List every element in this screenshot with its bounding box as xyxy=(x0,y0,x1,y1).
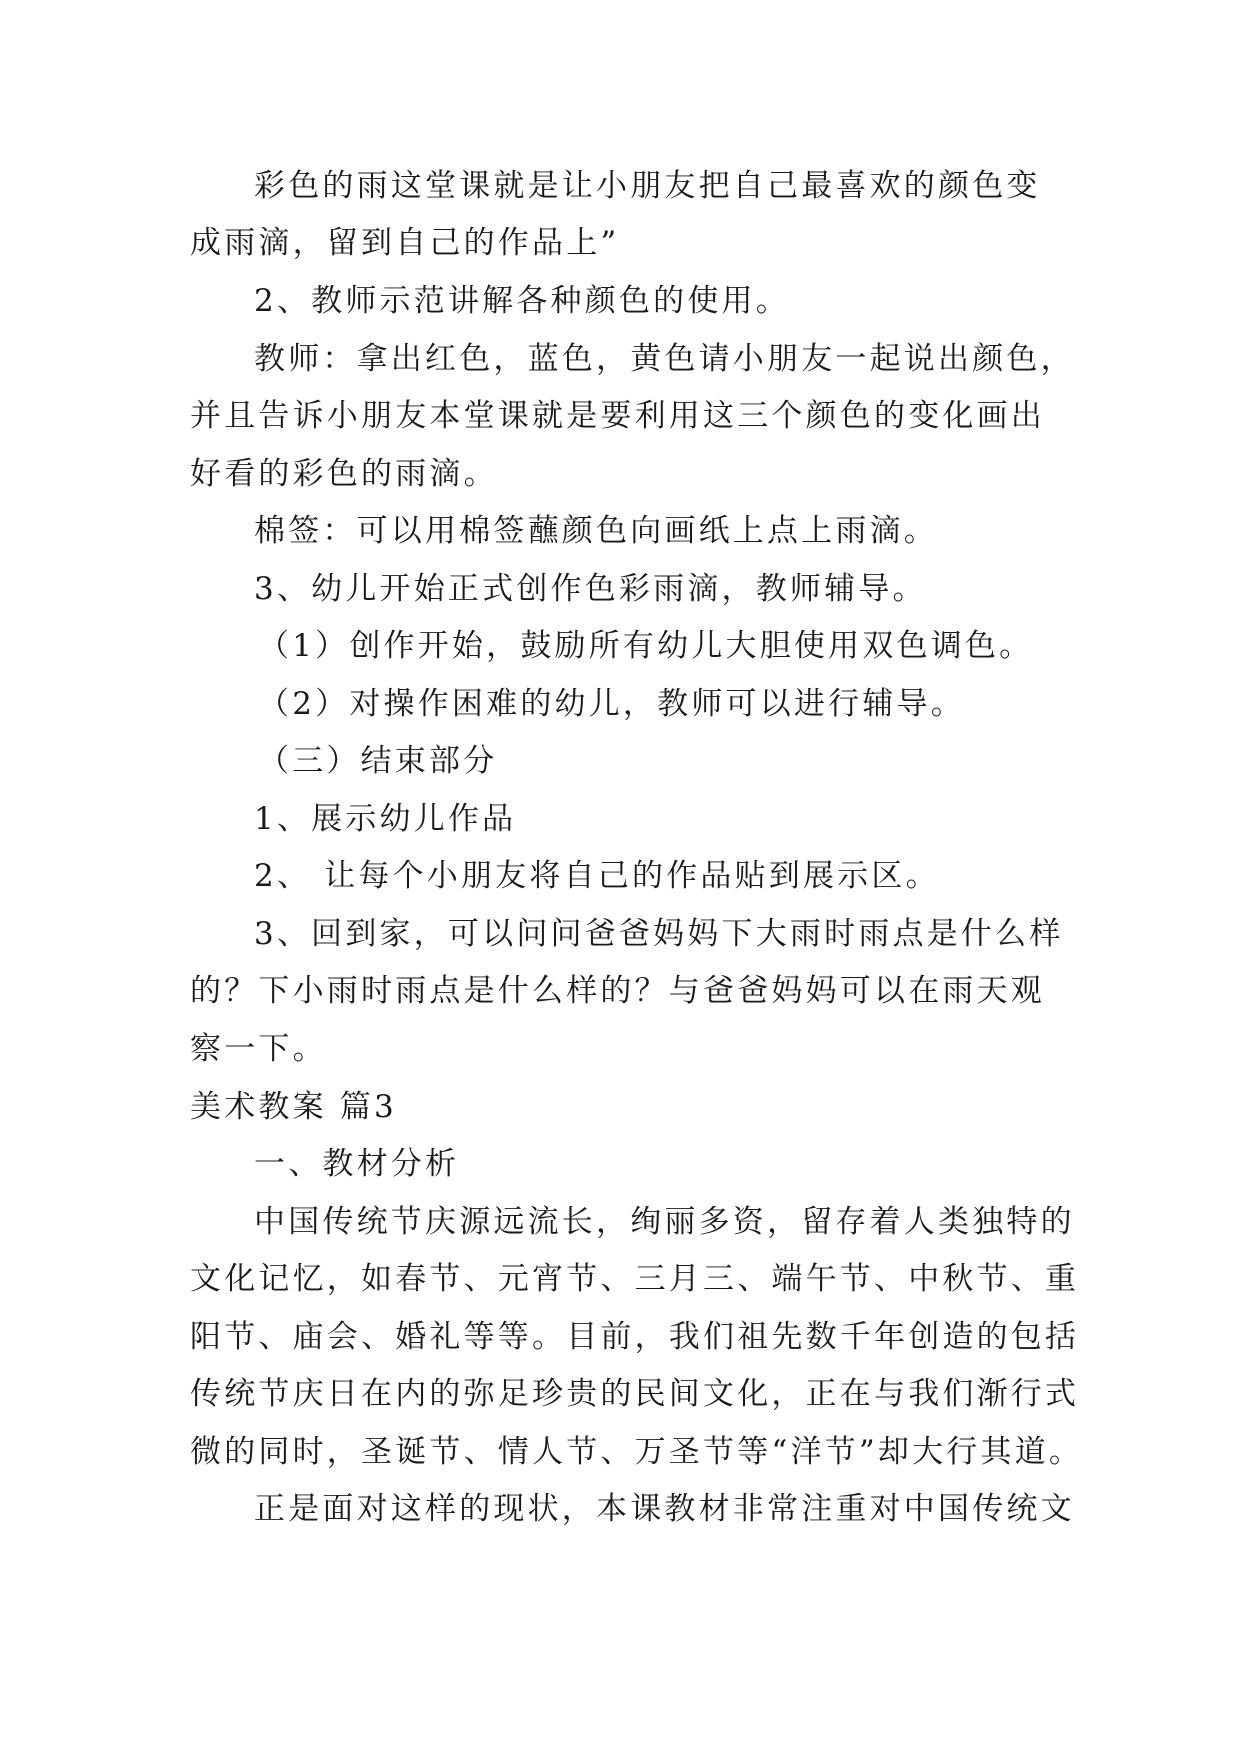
text-line: 正是面对这样的现状，本课教材非常注重对中国传统文 xyxy=(254,1491,1075,1527)
section-heading: （三）结束部分 xyxy=(258,743,498,779)
text-line: 阳节、庙会、婚礼等等。目前，我们祖先数千年创造的包括 xyxy=(190,1319,1080,1355)
text-line: （1）创作开始，鼓励所有幼儿大胆使用双色调色。 xyxy=(258,628,1034,664)
text-line: 2、 让每个小朋友将自己的作品贴到展示区。 xyxy=(254,858,940,894)
text-line: 棉签：可以用棉签蘸颜色向画纸上点上雨滴。 xyxy=(254,513,938,549)
text-line: 3、幼儿开始正式创作色彩雨滴，教师辅导。 xyxy=(254,571,927,607)
text-line: 3、回到家，可以问问爸爸妈妈下大雨时雨点是什么样 xyxy=(254,916,1064,952)
text-line: 文化记忆，如春节、元宵节、三月三、端午节、中秋节、重 xyxy=(190,1261,1080,1297)
text-line: 彩色的雨这堂课就是让小朋友把自己最喜欢的颜色变 xyxy=(254,168,1041,204)
text-line: 并且告诉小朋友本堂课就是要利用这三个颜色的变化画出 xyxy=(190,398,1045,434)
section-heading: 一、教材分析 xyxy=(254,1146,460,1182)
text-line: 微的同时，圣诞节、情人节、万圣节等“洋节”却大行其道。 xyxy=(190,1434,1084,1470)
text-line: 好看的彩色的雨滴。 xyxy=(190,456,498,492)
document-heading: 美术教案 篇3 xyxy=(190,1089,397,1125)
text-line: 察一下。 xyxy=(190,1031,327,1067)
text-line: 的？下小雨时雨点是什么样的？与爸爸妈妈可以在雨天观 xyxy=(190,973,1045,1009)
text-line: 传统节庆日在内的弥足珍贵的民间文化，正在与我们渐行式 xyxy=(190,1376,1080,1412)
text-line: 成雨滴，留到自己的作品上” xyxy=(190,225,620,261)
text-line: 1、展示幼儿作品 xyxy=(254,801,517,837)
text-line: 2、教师示范讲解各种颜色的使用。 xyxy=(254,283,790,319)
text-line: （2）对操作困难的幼儿，教师可以进行辅导。 xyxy=(258,686,965,722)
text-line: 中国传统节庆源远流长，绚丽多资，留存着人类独特的 xyxy=(254,1204,1075,1240)
text-line: 教师：拿出红色，蓝色，黄色请小朋友一起说出颜色， xyxy=(254,341,1075,377)
